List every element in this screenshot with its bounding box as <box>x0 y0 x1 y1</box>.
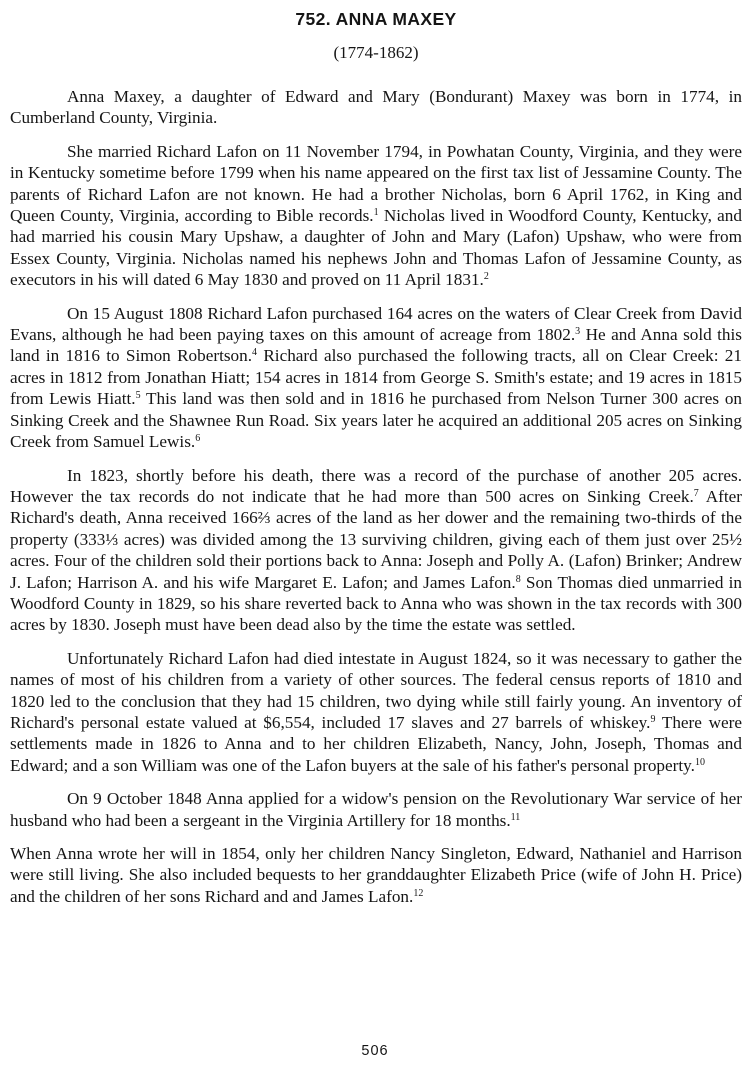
paragraph-text: In 1823, shortly before his death, there was a record of the purchase of another 205 acres. However the tax records do not indicate that he had more than 500 acres on Sinking Creek. <box>10 465 742 506</box>
footnote-marker: 11 <box>510 811 521 823</box>
paragraph-text: On 15 August 1808 Richard Lafon purchased 164 acres on the waters of Clear Creek from David Evans, although he had been paying taxes on this amount of acreage from 1802. <box>10 303 742 345</box>
footnote-marker: 7 <box>693 487 699 499</box>
body-paragraph <box>10 843 742 907</box>
paragraph-text: Son Thomas died unmarried in Woodford County in 1829, so his share reverted back to Anna who was shown in the tax records with 300 acres by 1830. Joseph must have been dead also by the time the estate was settled. <box>10 572 742 635</box>
page-number: 506 <box>361 1043 389 1059</box>
body-paragraph <box>10 788 742 831</box>
footnote-marker: 3 <box>575 326 581 338</box>
paragraph-text: Nicholas lived in Woodford County, Kentucky, and had married his cousin Mary Upshaw, a daughter of John and Mary (Lafon) Upshaw, who were from Essex County, Virginia. Nicholas named his nephews John and Thomas Lafon of Jessamine County, as executors in his will dated 6 May 1830 and proved on 11 April 1831. <box>10 206 742 290</box>
paragraph-text: He and Anna sold this land in 1816 to Simon Robertson. <box>10 325 742 366</box>
footnote-marker: 8 <box>515 573 521 585</box>
footnote-marker: 5 <box>135 390 141 402</box>
footnote-marker: 10 <box>694 756 705 768</box>
footnote-marker: 9 <box>650 713 656 725</box>
footnote-marker: 4 <box>252 347 258 359</box>
body-paragraph <box>10 303 742 453</box>
body-paragraph <box>10 465 742 636</box>
footnote-marker: 6 <box>195 433 201 445</box>
paragraph-text: Unfortunately Richard Lafon had died intestate in August 1824, so it was necessary to gather the names of most of his children from a variety of other sources. The federal census reports of 1810 and 1820 led to the conclusion that they had 15 children, two dying while still fairly young. An inventory of Richard's personal estate valued at $6,554, included 17 slaves and 27 barrels of whiskey. <box>10 648 742 732</box>
paragraph-text: When Anna wrote her will in 1854, only her children Nancy Singleton, Edward, Nathaniel and Harrison were still living. She also included bequests to her granddaughter Elizabeth Price (wife of John H. Price) and the children of her sons Richard and and James Lafon. <box>10 844 742 906</box>
paragraph-text: This land was then sold and in 1816 he purchased from Nelson Turner 300 acres on Sinking Creek and the Shawnee Run Road. Six years later he acquired an additional 205 acres on Sinking Creek from Samuel Lewis. <box>10 389 743 452</box>
paragraph-text: On 9 October 1848 Anna applied for a widow's pension on the Revolutionary War service of her husband who had been a sergeant in the Virginia Artillery for 18 months. <box>10 789 742 830</box>
paragraph-text: After Richard's death, Anna received 166⅔ acres of the land as her dower and the remaining two-thirds of the property (333⅓ acres) was divided among the 13 surviving children, giving each of them just over 25½ acres. Four of the children sold their portions back to Anna: Joseph and Polly A. (Lafon) Brinker; Andrew J. Lafon; Harrison A. and his wife Margaret E. Lafon; and James Lafon. <box>10 486 742 592</box>
footnote-marker: 1 <box>373 207 379 219</box>
paragraph-text: Richard also purchased the following tracts, all on Clear Creek: 21 acres in 1812 from Jonathan Hiatt; 154 acres in 1814 from George S. Smith's estate; and 19 acres in 1815 from Lewis Hiatt. <box>10 346 742 409</box>
body-paragraph <box>10 141 742 291</box>
footnote-marker: 12 <box>413 887 424 899</box>
body-text <box>10 86 742 919</box>
body-paragraph <box>10 86 742 129</box>
body-paragraph <box>10 648 742 776</box>
paragraph-text: There were settlements made in 1826 to Anna and to her children Elizabeth, Nancy, John, Joseph, Thomas and Edward; and a son William was one of the Lafon buyers at the sale of his father's personal property. <box>10 712 743 775</box>
page-title: 752. ANNA MAXEY <box>295 9 457 29</box>
life-dates: (1774-1862) <box>333 43 419 62</box>
paragraph-text: She married Richard Lafon on 11 November 1794, in Powhatan County, Virginia, and they were in Kentucky sometime before 1799 when his name appeared on the first tax list of Jessamine County. The parents of Richard Lafon are not known. He had a brother Nicholas, born 6 April 1762, in King and Queen County, Virginia, according to Bible records. <box>10 141 742 226</box>
footnote-marker: 2 <box>483 271 489 283</box>
paragraph-text: Anna Maxey, a daughter of Edward and Mary (Bondurant) Maxey was born in 1774, in Cumberland County, Virginia. <box>10 87 742 128</box>
